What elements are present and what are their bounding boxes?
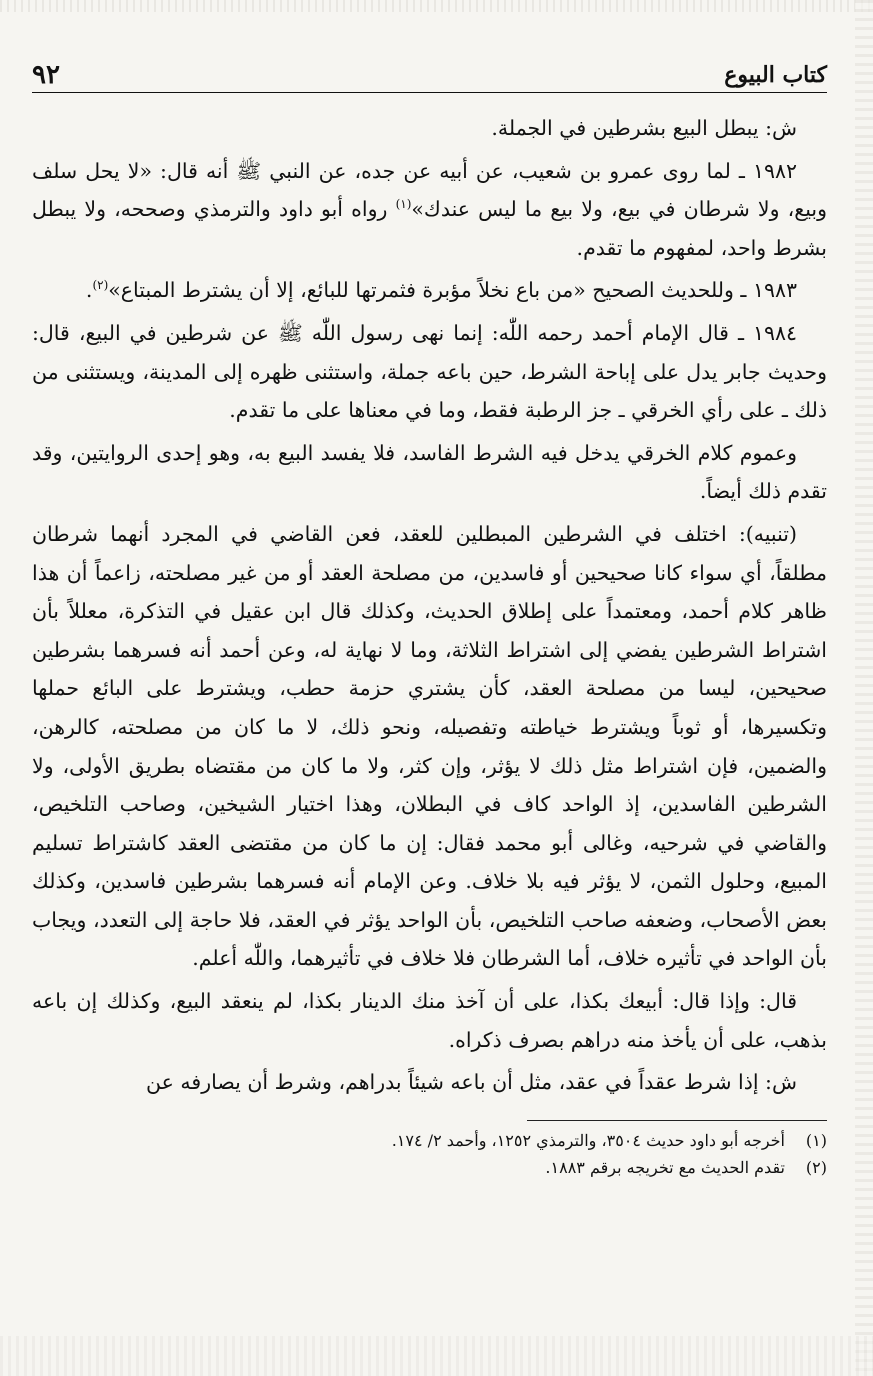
running-title: كتاب البيوع (724, 62, 827, 88)
footnote-text: أخرجه أبو داود حديث ٣٥٠٤، والترمذي ١٢٥٢، وأحمد ٢/ ١٧٤. (391, 1130, 785, 1150)
paragraph-8 (32, 1063, 827, 1102)
paragraph-text: رواه أبو داود والترمذي وصححه، ولا يبطل بشرط واحد، لمفهوم ما تقدم. (32, 197, 827, 260)
scan-edge-bottom (0, 1336, 873, 1376)
paragraph-hadith-1982 (32, 152, 827, 268)
scan-edge-right (855, 0, 873, 1376)
paragraph-text: ش: إذا شرط عقداً في عقد، مثل أن باعه شيئاً بدراهم، وشرط أن يصارفه عن (146, 1070, 797, 1095)
page-number: ٩٢ (32, 60, 60, 90)
main-text (32, 109, 827, 1102)
paragraph-text: (تنبيه): اختلف في الشرطين المبطلين للعقد، فعن القاضي في المجرد أنهما شرطان مطلقاً، أي سواء كانا صحيحين أو فاسدين، من مصلحة العقد أو من غير مصلحته، زاعماً أن هذا ظاهر كلام أحمد، ومعتمداً على إطلاق الحديث، وكذلك قال ابن عقيل في التذكرة، معللاً بأن اشتراط الشرطين يفضي إلى اشتراط الثلاثة، وما لا نهاية له، وعن أحمد أنه فسرهما بشرطين صحيحين، ليسا من مصلحة العقد، كأن يشتري حزمة حطب، ويشترط على البائع حملها وتكسيرها، أو ثوباً ويشترط خياطته وتفصيله، ونحو ذلك، لا ما كان من مصلحته، كالرهن، والضمين، فإن اشتراط مثل ذلك لا يؤثر، وإن كثر، ولا ما كان من مقتضاه بطريق الأولى، ولا الشرطين الفاسدين، إذ الواحد كاف في البطلان، وهذا اختيار الشيخين، وصاحب التلخيص، والقاضي في شرحيه، وغالى أبو محمد فقال: إن ما كان من مقتضى العقد كاشتراط تسليم المبيع، وحلول الثمن، لا يؤثر فيه بلا خلاف. وعن الإمام أنه فسرهما بشرطين فاسدين، وكذلك بعض الأصحاب، وضعفه صاحب التلخيص، بأن الواحد يؤثر في العقد، فلا حاجة إلى التعدد، ويجاب بأن الواحد في تأثيره خلاف، أما الشرطان فلا خلاف في تأثيرهما، واللّٰه أعلم. (32, 521, 827, 971)
footnote-ref-2[interactable]: (٢) (92, 278, 109, 293)
scan-edge-top (0, 0, 873, 12)
footnote-ref-1[interactable]: (١) (395, 197, 412, 212)
paragraph-text: وعموم كلام الخرقي يدخل فيه الشرط الفاسد، فلا يفسد البيع به، وهو إحدى الروايتين، وقد تقدم ذلك أيضاً. (32, 440, 827, 504)
footnotes (32, 1127, 827, 1181)
footnote-divider (527, 1120, 827, 1121)
footnote-1 (32, 1127, 827, 1154)
paragraph-text: ١٩٨٢ ـ لما روى عمرو بن شعيب، عن أبيه عن جده، عن النبي ﷺ أنه قال: «لا يحل سلف وبيع، ولا شرطان في بيع، ولا بيع ما ليس عندك» (32, 158, 827, 222)
paragraph-text: ش: يبطل البيع بشرطين في الجملة. (491, 116, 797, 140)
paragraph-text: . (85, 278, 93, 303)
paragraph-text: ١٩٨٤ ـ قال الإمام أحمد رحمه اللّٰه: إنما نهى رسول اللّٰه ﷺ عن شرطين في البيع، قال: وحديث جابر يدل على إباحة الشرط، حين باعه جملة، واستثنى ظهره إلى المدينة، ويستثنى من ذلك ـ على رأي الخرقي ـ جز الرطبة فقط، وما في معناها على ما تقدم. (32, 320, 827, 423)
page-header (32, 52, 827, 93)
footnote-2 (32, 1154, 827, 1181)
footnote-text: تقدم الحديث مع تخريجه برقم ١٨٨٣. (545, 1157, 785, 1177)
footnote-number: (١) (805, 1130, 827, 1150)
paragraph-hadith-1984 (32, 314, 827, 430)
paragraph-5 (32, 434, 827, 511)
paragraph-1 (32, 109, 827, 148)
footnote-number: (٢) (805, 1157, 827, 1177)
paragraph-text: ١٩٨٣ ـ وللحديث الصحيح «من باع نخلاً مؤبرة فثمرتها للبائع، إلا أن يشترط المبتاع» (108, 278, 797, 303)
paragraph-7 (32, 982, 827, 1059)
paragraph-hadith-1983 (32, 271, 827, 310)
paragraph-text: قال: وإذا قال: أبيعك بكذا، على أن آخذ منك الدينار بكذا، لم ينعقد البيع، وكذلك إن باعه بذهب، على أن يأخذ منه دراهم بصرف ذكراه. (32, 989, 827, 1052)
paragraph-tanbih (32, 515, 827, 978)
